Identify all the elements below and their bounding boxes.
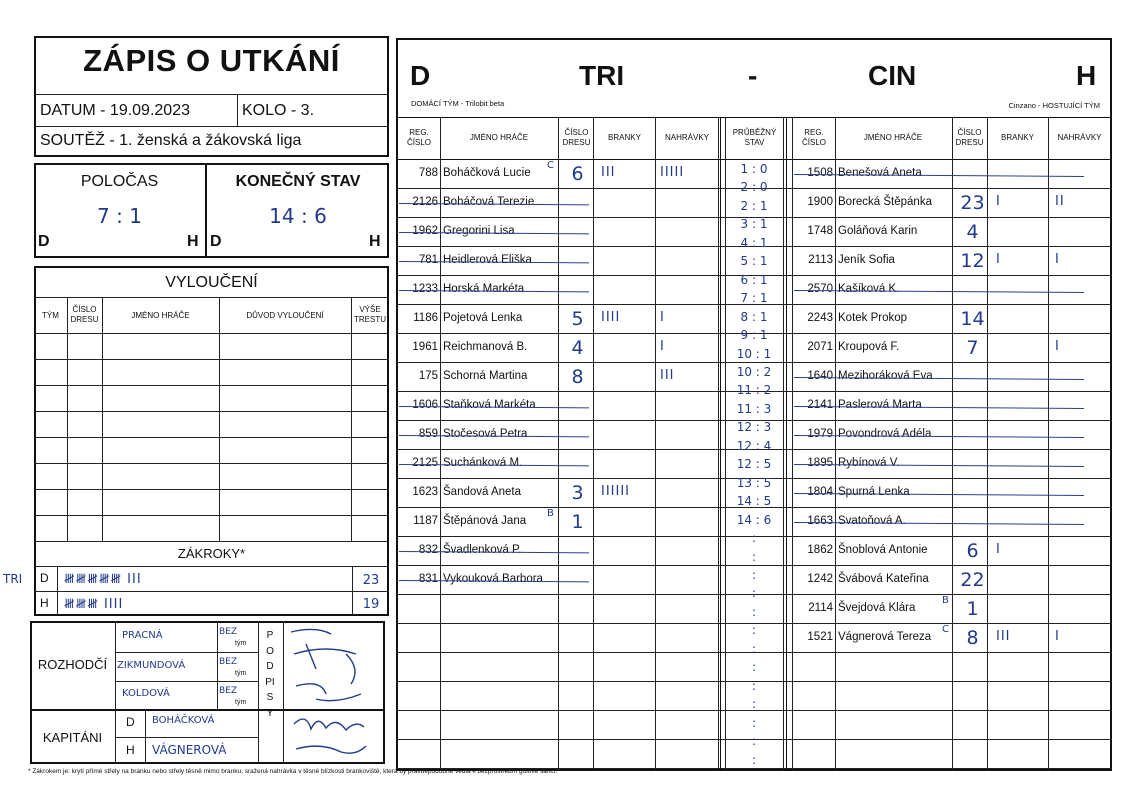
saves-h-label: H bbox=[40, 596, 49, 610]
home-player-dres: 5 bbox=[571, 308, 584, 330]
running-score: : bbox=[751, 734, 757, 749]
running-score: : bbox=[751, 531, 757, 546]
home-player-mark: C bbox=[547, 160, 554, 171]
page-title: ZÁPIS O UTKÁNÍ bbox=[83, 43, 340, 78]
running-score: : bbox=[751, 715, 757, 730]
referees-label: ROZHODČÍ bbox=[37, 657, 108, 672]
away-player-name: Kroupová F. bbox=[838, 341, 900, 353]
away-player-name: Spurná Lenka bbox=[838, 486, 910, 498]
ref-bez-2: BEZ tým bbox=[219, 657, 247, 677]
running-score: : bbox=[751, 568, 757, 582]
home-player-goals: III bbox=[601, 165, 616, 180]
home-player-reg: 1962 bbox=[412, 225, 438, 237]
away-col-dres: ČÍSLO DRESU bbox=[955, 128, 984, 147]
running-score: 7 : 1 bbox=[740, 291, 768, 306]
saves-d-label: D bbox=[40, 571, 49, 585]
away-player-reg: 1804 bbox=[807, 486, 833, 498]
running-score: : bbox=[751, 641, 757, 656]
saves-d-total: 23 bbox=[362, 573, 380, 588]
away-player-reg: 2141 bbox=[807, 399, 833, 411]
home-player-dres: 6 bbox=[571, 163, 584, 185]
exc-row-line bbox=[34, 437, 389, 438]
exc-col-dres: ČÍSLO DRESU bbox=[70, 305, 99, 324]
away-player-name: Švejdová Klára bbox=[838, 602, 916, 614]
home-col-reg: REG. ČÍSLO bbox=[406, 128, 431, 147]
home-player-reg: 1233 bbox=[412, 283, 438, 295]
saves-h-marks: 𝍸𝍸𝍸 IIII bbox=[64, 597, 124, 612]
exc-col-team: TÝM bbox=[42, 311, 59, 320]
exc-row-line bbox=[34, 411, 389, 412]
away-player-dres: 22 bbox=[960, 569, 985, 591]
away-player-name: Benešová Aneta bbox=[838, 167, 922, 179]
running-score: 12 : 4 bbox=[736, 438, 772, 453]
exc-col-reason: DŮVOD VYLOUČENÍ bbox=[246, 311, 324, 320]
running-score: 11 : 2 bbox=[736, 383, 772, 398]
away-player-dres: 12 bbox=[960, 250, 985, 272]
away-player-mark: C bbox=[942, 624, 949, 635]
roster-col-line bbox=[558, 117, 559, 771]
exc-row-line bbox=[34, 463, 389, 464]
home-player-assists: I bbox=[660, 339, 665, 354]
away-col-reg: REG. ČÍSLO bbox=[801, 128, 826, 147]
home-player-reg: 1186 bbox=[413, 312, 438, 324]
home-player-name: Stočesová Petra bbox=[443, 428, 528, 440]
home-player-reg: 1606 bbox=[412, 399, 438, 411]
ref-bez-3: BEZ tým bbox=[219, 686, 247, 706]
away-player-dres: 1 bbox=[966, 598, 979, 620]
away-player-name: Paslerová Marta bbox=[838, 399, 922, 411]
away-player-name: Jeník Sofia bbox=[838, 254, 895, 266]
roster-row-line bbox=[396, 768, 1112, 769]
away-player-reg: 2071 bbox=[807, 341, 833, 353]
running-score: 12 : 3 bbox=[736, 420, 772, 435]
halftime-d: D bbox=[38, 233, 50, 250]
running-score: 13 : 5 bbox=[736, 475, 772, 490]
running-score: 11 : 3 bbox=[736, 401, 772, 416]
away-player-goals: III bbox=[996, 629, 1011, 644]
away-player-reg: 1900 bbox=[807, 196, 833, 208]
home-player-reg: 831 bbox=[418, 573, 438, 585]
home-player-name: Suchánková M. bbox=[443, 457, 523, 469]
match-date: DATUM - 19.09.2023 bbox=[40, 102, 190, 119]
signatures-vertical-label: PODPISY bbox=[265, 630, 275, 719]
home-player-name: Štěpánová Jana bbox=[443, 515, 527, 527]
halftime-score: 7 : 1 bbox=[97, 204, 142, 228]
away-player-dres: 6 bbox=[966, 540, 979, 562]
home-player-reg: 859 bbox=[418, 428, 438, 440]
away-player-reg: 2570 bbox=[807, 283, 833, 295]
saves-margin-note: TRI bbox=[3, 572, 23, 586]
away-player-reg: 1748 bbox=[807, 225, 833, 237]
away-player-reg: 1242 bbox=[807, 573, 833, 585]
away-player-assists: I bbox=[1055, 629, 1060, 644]
running-score: 2 : 0 bbox=[740, 180, 768, 195]
roster-col-line bbox=[952, 117, 953, 771]
roster-col-line bbox=[835, 117, 836, 771]
captains-label: KAPITÁNI bbox=[42, 730, 103, 745]
away-h: H bbox=[1076, 60, 1097, 91]
home-player-reg: 781 bbox=[418, 254, 438, 266]
away-player-mark: B bbox=[942, 595, 949, 606]
home-player-reg: 2125 bbox=[412, 457, 438, 469]
exc-col-penalty: VÝŠE TRESTU bbox=[354, 305, 386, 324]
final-h: H bbox=[369, 233, 381, 250]
roster-col-line bbox=[440, 117, 441, 771]
roster-col-line bbox=[593, 117, 594, 771]
referee-3: KOLDOVÁ bbox=[122, 688, 170, 699]
referee-2: ZIKMUNDOVÁ bbox=[117, 660, 186, 671]
home-player-reg: 1623 bbox=[412, 486, 438, 498]
home-player-reg: 2126 bbox=[412, 196, 438, 208]
away-team-code: CIN bbox=[868, 60, 917, 91]
roster-row-line bbox=[396, 565, 1112, 566]
away-player-assists: I bbox=[1055, 339, 1060, 354]
running-score: : bbox=[751, 586, 757, 601]
captain-h-name: VÁGNEROVÁ bbox=[152, 743, 227, 757]
match-round: KOLO - 3. bbox=[242, 102, 315, 119]
running-score: : bbox=[751, 549, 757, 564]
score-dash: - bbox=[748, 60, 758, 91]
away-player-reg: 1979 bbox=[807, 428, 833, 440]
exclusions-title: VYLOUČENÍ bbox=[165, 274, 258, 291]
away-player-reg: 1862 bbox=[807, 544, 833, 556]
roster-col-line bbox=[792, 117, 793, 771]
footnote: * Zákrokem je: krytí přímé střely na branku nebo střely těsně mimo branku, sražená nahrávka v těsné blízkosti brankoviště, která by pravděpodobně vedla k bezprostřední gólové šanci. bbox=[28, 768, 557, 775]
home-player-assists: III bbox=[660, 368, 675, 383]
away-player-reg: 1895 bbox=[807, 457, 833, 469]
running-score: 2 : 1 bbox=[740, 198, 768, 213]
home-player-name: Schorná Martina bbox=[443, 370, 528, 382]
running-score: 9 : 1 bbox=[740, 328, 768, 343]
home-player-name: Boháčková Lucie bbox=[443, 167, 531, 179]
home-col-name: JMÉNO HRÁČE bbox=[469, 133, 529, 142]
away-player-reg: 2113 bbox=[808, 254, 833, 266]
running-score: 14 : 6 bbox=[736, 512, 772, 527]
away-player-assists: II bbox=[1055, 194, 1065, 209]
home-team-label: DOMÁCÍ TÝM - Trilobit beta bbox=[411, 99, 505, 108]
away-player-goals: I bbox=[996, 252, 1001, 267]
away-player-dres: 23 bbox=[960, 192, 985, 214]
exc-row-line bbox=[34, 359, 389, 360]
home-player-name: Horská Markéta bbox=[443, 283, 525, 295]
home-player-goals: IIIIII bbox=[601, 484, 631, 499]
away-player-reg: 1663 bbox=[807, 515, 833, 527]
home-player-name: Boháčová Terezie bbox=[443, 196, 535, 208]
home-player-dres: 8 bbox=[571, 366, 584, 388]
captain-d-label: D bbox=[126, 715, 135, 729]
away-col-branky: BRANKY bbox=[1001, 133, 1034, 142]
roster-col-line bbox=[783, 117, 784, 771]
running-score: : bbox=[751, 623, 757, 638]
exc-row-line bbox=[34, 385, 389, 386]
away-player-dres: 4 bbox=[966, 221, 979, 243]
running-score: 6 : 1 bbox=[740, 272, 768, 287]
away-player-name: Kotek Prokop bbox=[838, 312, 908, 324]
away-player-name: Goláňová Karin bbox=[838, 225, 918, 237]
home-player-mark: B bbox=[547, 508, 554, 519]
saves-d-marks: 𝍸𝍸𝍸𝍸𝍸 III bbox=[64, 572, 142, 587]
exc-row-line bbox=[34, 541, 389, 542]
home-team-code: TRI bbox=[579, 60, 625, 91]
halftime-label: POLOČAS bbox=[80, 173, 159, 190]
running-score: 14 : 5 bbox=[736, 494, 772, 509]
away-col-name: JMÉNO HRÁČE bbox=[863, 133, 923, 142]
roster-col-line bbox=[718, 117, 719, 771]
running-score: 8 : 1 bbox=[740, 309, 768, 324]
referee-signatures bbox=[286, 624, 381, 762]
home-col-dres: ČÍSLO DRESU bbox=[562, 128, 591, 147]
away-player-reg: 1521 bbox=[807, 631, 833, 643]
roster-col-line bbox=[987, 117, 988, 771]
exc-row-line bbox=[34, 515, 389, 516]
final-d: D bbox=[210, 233, 222, 250]
running-score: : bbox=[751, 697, 757, 712]
roster-row-line bbox=[396, 362, 1112, 363]
halftime-h: H bbox=[187, 233, 199, 250]
captain-h-label: H bbox=[126, 743, 135, 757]
home-player-dres: 3 bbox=[571, 482, 584, 504]
running-score: : bbox=[751, 678, 757, 693]
home-player-reg: 832 bbox=[418, 544, 438, 556]
away-team-label: Cinzano - HOSTUJÍCÍ TÝM bbox=[1008, 101, 1100, 110]
home-player-assists: I bbox=[660, 310, 665, 325]
home-player-goals: IIII bbox=[601, 310, 621, 325]
away-player-name: Povondrová Adéla bbox=[838, 428, 932, 440]
home-player-name: Reichmanová B. bbox=[443, 341, 528, 353]
running-score: 3 : 1 bbox=[740, 217, 768, 232]
home-player-name: Heidlerová Eliška bbox=[443, 254, 532, 266]
ref-bez-1: BEZ tým bbox=[219, 627, 247, 647]
saves-title: ZÁKROKY* bbox=[177, 546, 246, 561]
exc-row-line bbox=[34, 489, 389, 490]
away-player-name: Šnoblová Antonie bbox=[838, 544, 928, 556]
running-score: 4 : 1 bbox=[740, 235, 768, 250]
away-player-reg: 2243 bbox=[807, 312, 833, 324]
home-d: D bbox=[410, 60, 431, 91]
running-score: : bbox=[751, 604, 757, 619]
running-score: 1 : 0 bbox=[740, 162, 768, 176]
away-player-name: Švábová Kateřina bbox=[838, 573, 929, 585]
home-player-dres: 1 bbox=[571, 511, 584, 533]
away-player-dres: 14 bbox=[960, 308, 985, 330]
away-player-name: Vágnerová Tereza bbox=[838, 631, 932, 643]
home-player-assists: IIIII bbox=[660, 165, 685, 180]
away-player-goals: I bbox=[996, 542, 1001, 557]
running-score: : bbox=[751, 660, 757, 675]
away-player-assists: I bbox=[1055, 252, 1060, 267]
running-score: 5 : 1 bbox=[740, 254, 768, 269]
home-player-reg: 175 bbox=[418, 370, 438, 382]
away-col-nahravky: NAHRÁVKY bbox=[1057, 133, 1102, 142]
away-player-dres: 7 bbox=[966, 337, 979, 359]
final-label: KONEČNÝ STAV bbox=[235, 173, 361, 190]
running-score: 12 : 5 bbox=[736, 457, 772, 472]
exc-col-name: JMÉNO HRÁČE bbox=[131, 311, 190, 320]
away-player-reg: 1640 bbox=[807, 370, 833, 382]
home-player-name: Pojetová Lenka bbox=[443, 312, 523, 324]
home-player-name: Gregorini Lisa bbox=[443, 225, 515, 237]
away-player-name: Mezihoráková Eva bbox=[838, 370, 933, 382]
home-col-branky: BRANKY bbox=[608, 133, 641, 142]
roster-col-line bbox=[786, 117, 787, 771]
home-player-name: Staňková Markéta bbox=[443, 399, 536, 411]
roster-col-line bbox=[1048, 117, 1049, 771]
final-score: 14 : 6 bbox=[269, 204, 327, 228]
home-player-name: Švadlenková P. bbox=[443, 544, 522, 556]
roster-col-line bbox=[655, 117, 656, 771]
home-player-reg: 1961 bbox=[412, 341, 438, 353]
away-player-name: Kašíková K. bbox=[838, 283, 900, 295]
home-player-name: Vykouková Barbora bbox=[443, 573, 543, 585]
home-player-dres: 4 bbox=[571, 337, 584, 359]
home-col-nahravky: NAHRÁVKY bbox=[664, 133, 709, 142]
running-score: 10 : 2 bbox=[736, 365, 772, 379]
away-player-reg: 1508 bbox=[807, 167, 833, 179]
away-player-name: Svatoňová A. bbox=[838, 515, 906, 527]
col-prubezny: PRŮBĚŽNÝ STAV bbox=[732, 128, 777, 147]
home-player-reg: 788 bbox=[418, 167, 438, 179]
away-player-reg: 2114 bbox=[808, 602, 833, 614]
running-score: 10 : 1 bbox=[736, 346, 772, 361]
away-player-name: Borecká Štěpánka bbox=[838, 196, 932, 208]
home-player-name: Šandová Aneta bbox=[443, 486, 522, 498]
saves-h-total: 19 bbox=[362, 597, 380, 612]
away-player-name: Rybínová V. bbox=[838, 457, 900, 469]
competition: SOUTĚŽ - 1. ženská a žákovská liga bbox=[40, 132, 302, 149]
captain-d-name: BOHÁČKOVÁ bbox=[152, 715, 215, 726]
running-score: : bbox=[751, 752, 757, 767]
away-player-dres: 8 bbox=[966, 627, 979, 649]
referee-1: PRACNÁ bbox=[122, 630, 163, 641]
away-player-goals: I bbox=[996, 194, 1001, 209]
home-player-reg: 1187 bbox=[413, 515, 438, 527]
roster-col-line bbox=[720, 117, 721, 771]
